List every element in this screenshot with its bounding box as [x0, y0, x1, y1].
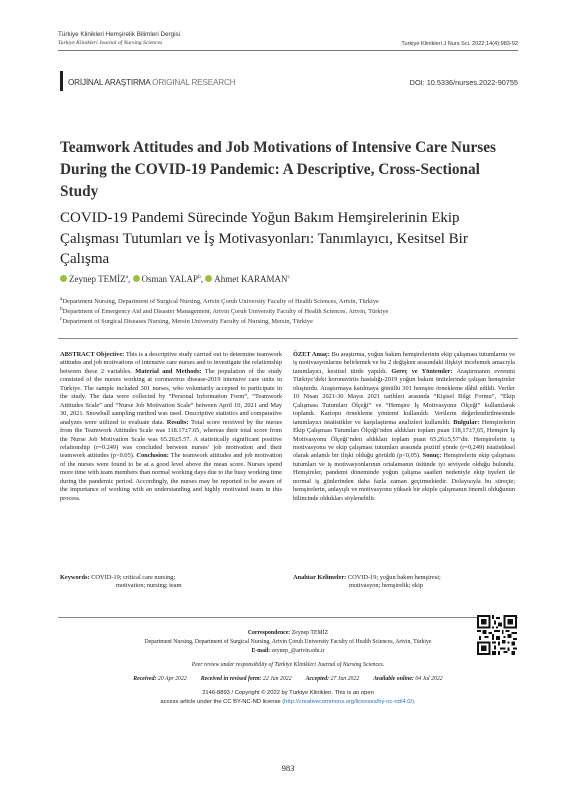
correspondence-address: Department Nursing, Department of Surgical Nursing, Artvin Çoruh University Faculty of Health Sciences, Artvin, Türkiye: [144, 639, 432, 645]
author-list: [60, 274, 290, 284]
copyright-line: 2146-8893 / Copyright © 2022 by Türkiye Klinikleri. This is an open: [202, 690, 374, 696]
header-divider: [58, 50, 518, 51]
affiliation: $^b$Department of Emergency Aid and Disaster Management, Artvin Çoruh University Faculty of Health Sciences, Artvin, Türkiye: [60, 306, 389, 316]
title-turkish: COVID-19 Pandemi Sürecinde Yoğun Bakım Hemşirelerinin Ekip Çalışması Tutumları ve İş Motivasyonları: Tanımlayıcı, Kesitsel Bir Çalışma: [60, 210, 468, 267]
license-line: access article under the CC BY-NC-ND license (http://creativecommons.org/licenses/by-nc-nd/4.0/).: [160, 699, 416, 705]
footer-divider: [58, 617, 518, 618]
orcid-icon[interactable]: [60, 275, 67, 282]
journal-name-en: Turkiye Klinikleri Journal of Nursing Sciences: [58, 40, 163, 46]
abstract-turkish: ÖZET Amaç: Bu araştırma, yoğun bakım hemşirelerinin ekip çalışması tutumlarını ve iş motivasyonlarını belirlemek ve bu 2 değişken arasındaki ilişkiyi incelemek amacıyla tanımlayıcı, kesitsel türde yapıldı. Gereç ve Yöntemler: Araştırmanın evrenini Türkiye’deki koronavirüs hastalığı-2019 yoğun bakım ünitelerinde çalışan hemşireler oluşturdu. Araştırmaya katılmaya gönüllü 301 hemşire örnekleme dâhil edildi. Veriler 10 Nisan 2021-30 Mayıs 2021 tarihleri arasında “Kişisel Bilgi Formu”, “Ekip Çalışması Tutumları Ölçeği” ve “Hemşire İş Motivasyonu Ölçeği” kullanılarak toplandı. Kartopu örnekleme yöntemi kullanıldı. Verilerin değerlendirilmesinde tanımlayıcı istatistikler ve karşılaştırma analizleri kullanıldı. Bulgular: Hemşirelerin Ekip Çalışması Tutumları Ölçeği’nden aldıkları toplam puan 118,17±7,65, Hemşire İş Motivasyonu Ölçeği’nden aldıkları toplam puan 65,26±5,57’dir. Hemşirelerin iş motivasyonu ve ekip çalışması tutumları arasında pozitif yönde (r=0,249) istatistiksel olarak anlamlı bir ilişki olduğu görüldü (p<0,05). Sonuç: Hemşirelerin ekip çalışması tutumları ve iş motivasyonlarının ortalamanın üstünde iyi seviyede olduğu bulundu. Hemşireler, pandemi döneminde yoğun çalışma saatleri nedeniyle ekip üyeleri ile normal iş günlerinden daha fazla zaman geçirmektedir. Dolayısıyla bu süreçte; hemşirelerin, anlayışlı ve motivasyonu yüksek bir ekiple çalışmanın önemli olduğunun bilincinde oldukları söylenebilir.: [293, 351, 516, 502]
peer-review-note: Peer review under responsibility of Türkiye Klinikleri Journal of Nursing Sciences.: [191, 662, 385, 668]
keywords-turkish: Anahtar Kelimeler: COVID-19; yoğun bakım hemşiresi; motivasyon; hemşirelik; ekip: [293, 574, 441, 590]
correspondence: Correspondence: Zeynep TEMİZ: [247, 630, 329, 636]
article-dates: [58, 676, 518, 682]
abstract-english: ABSTRACT Objective: This is a descriptive study carried out to determine teamwork attitudes and job motivations of intensive care nurses and to investigate the relationship between these 2 variables. Material and Methods: The population of the study consisted of the nurses working at coronavirus disease-2019 intensive care units in Türkiye. The sample included 301 nurses, who voluntarily accepted to participate in the study. The data were collected by “Personal Information Form”, “Teamwork Attitudes Scale” and “Nurse Job Motivation Scale” between April 10, 2021 and May 30, 2021. Snowball sampling method was used. Descriptive statistics and comparative analyzes were utilized to evaluate data. Results: Total score received by the nurses from the Teamwork Attitudes Scale was 118.17±7.65, whereas their total score from the Nurse Job Motivation Scale was 65.26±5.57. A statistically significant positive relationship (r=0.249) was concluded between nurses’ job motivation and their teamwork attitudes (p<0.05). Conclusion: The teamwork attitudes and job motivation of the nurses were found to be at a good level above the mean score. Nurses spend more time with team members than normal working days due to the busy working time during the pandemic period. Accordingly, the nurses may be reported to be aware of the importance of working with an understanding and highly motivated team in this process.: [60, 351, 282, 502]
license-link[interactable]: (http://creativecommons.org/licenses/by-nc-nd/4.0/).: [282, 699, 416, 705]
author: Zeynep TEMİZ$^a$,: [60, 274, 130, 284]
affiliation: $^c$Department of Surgical Diseases Nursing, Mersin University Faculty of Nursing, Mersin, Türkiye: [60, 316, 313, 326]
journal-name-tr: Türkiye Klinikleri Hemşirelik Bilimleri Dergisi: [58, 31, 181, 38]
keywords-english: Keywords: COVID-19; critical care nursing; motivation; nursing; team: [60, 574, 182, 590]
orcid-icon[interactable]: [133, 275, 140, 282]
page-number: 983: [281, 763, 295, 773]
date-revised: Received in revised form: 22 Jun 2022: [200, 676, 292, 682]
date-received: Received: 20 Apr 2022: [133, 676, 187, 682]
affiliation: $^a$Department Nursing, Department of Surgical Nursing, Artvin Çoruh University Faculty of Health Sciences, Artvin, Türkiye: [60, 296, 379, 306]
doi[interactable]: DOI: 10.5336/nurses.2022-90755: [409, 78, 518, 87]
author: Osman YALAP$^b$,: [133, 274, 203, 284]
title-english: Teamwork Attitudes and Job Motivations of Intensive Care Nurses During the COVID-19 Pandemic: A Descriptive, Cross-Sectional Study: [60, 139, 496, 200]
article-type: [68, 78, 235, 87]
article-type-bar: [60, 71, 63, 91]
author: Ahmet KARAMAN$^c$: [205, 274, 290, 284]
citation: Turkiye Klinikleri J Nurs Sci. 2022;14(4):983-92: [401, 41, 518, 47]
email-link[interactable]: zeynep_@artvin.edu.tr: [271, 648, 325, 654]
date-accepted: Accepted: 27 Jun 2022: [305, 676, 360, 682]
orcid-icon[interactable]: [205, 275, 212, 282]
section-divider: [58, 338, 518, 339]
correspondence-email: E-mail: zeynep_@artvin.edu.tr: [251, 648, 325, 654]
date-online: Available online: 04 Jul 2022: [373, 676, 443, 682]
article-type-tr: ORİJİNAL ARAŞTIRMA: [68, 78, 151, 87]
article-type-en: ORIGINAL RESEARCH: [152, 78, 236, 87]
